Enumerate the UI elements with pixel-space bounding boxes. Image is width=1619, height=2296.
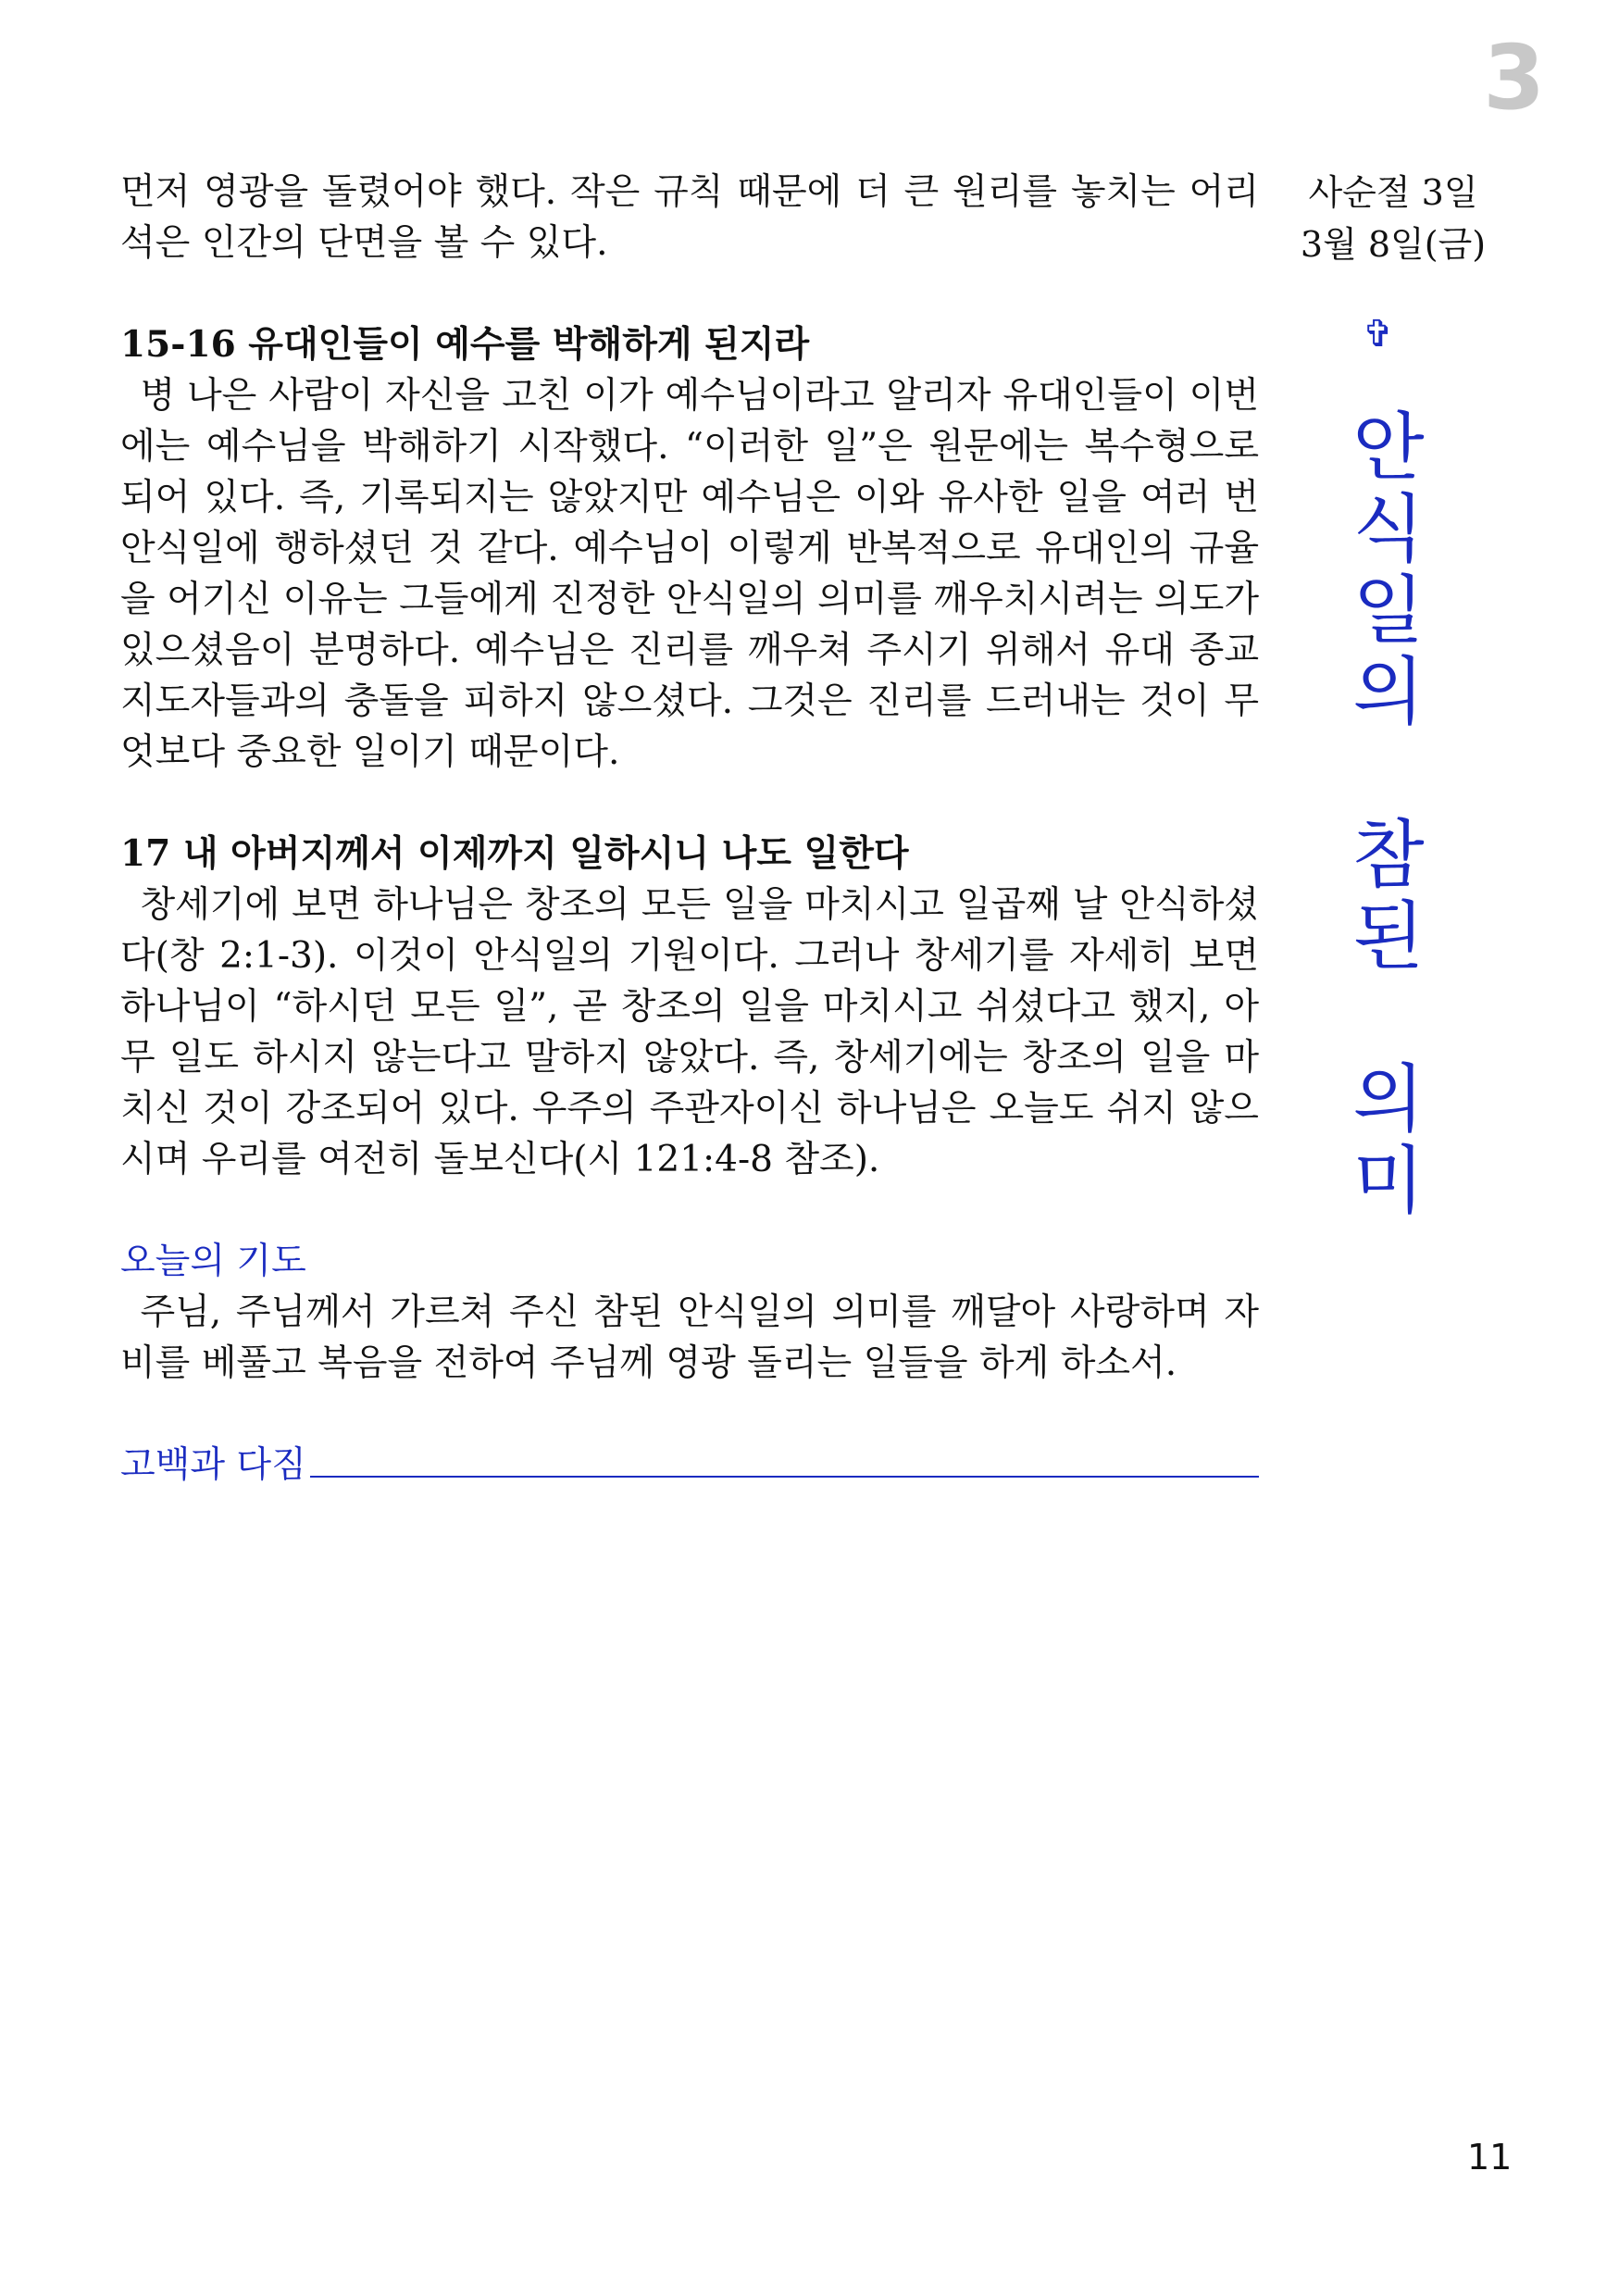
calendar-date: 3월 8일(금) bbox=[1300, 224, 1487, 265]
title-char: 식 bbox=[1352, 486, 1425, 572]
section2-paragraph: 창세기에 보면 하나님은 창조의 모든 일을 마치시고 일곱째 날 안식하셨다(창 2:1-3). 이것이 안식일의 기원이다. 그러나 창세기를 자세히 보면 하나님이 “하시던 모든 일”, 곧 창조의 일을 마치시고 쉬셨다고 했지, 아무 일도 하시지 않는다고 말하지 않았다. 즉, 창세기에는 창조의 일을 마치신 것이 강조되어 있다. 우주의 주관자이신 하나님은 오늘도 쉬지 않으시며 우리를 여전히 돌보신다(시 121:4-8 참조). bbox=[120, 884, 1259, 1180]
page-number: 11 bbox=[1467, 2137, 1513, 2177]
resolution-row bbox=[120, 1440, 1259, 1491]
main-text bbox=[120, 167, 1259, 1491]
cross-icon: ✞ bbox=[1363, 313, 1394, 356]
title-char: 의 bbox=[1352, 1056, 1425, 1142]
title-char: 일 bbox=[1352, 568, 1425, 654]
season-day: 사순절 3일 bbox=[1308, 172, 1478, 213]
title-gap bbox=[1338, 733, 1439, 815]
section1-heading: 15-16 유대인들이 예수를 박해하게 된지라 bbox=[120, 323, 810, 366]
resolution-line[interactable] bbox=[310, 1476, 1259, 1478]
title-char: 된 bbox=[1352, 893, 1425, 980]
intro-paragraph: 먼저 영광을 돌렸어야 했다. 작은 규칙 때문에 더 큰 원리를 놓치는 어리석은 인간의 단면을 볼 수 있다. bbox=[120, 171, 1259, 264]
title-gap bbox=[1338, 978, 1439, 1059]
section1-paragraph: 병 나은 사람이 자신을 고친 이가 예수님이라고 알리자 유대인들이 이번에는 예수님을 박해하기 시작했다. “이러한 일”은 원문에는 복수형으로 되어 있다. 즉, 기록되지는 않았지만 예수님은 이와 유사한 일을 여러 번 안식일에 행하셨던 것 같다. 예수님이 이렇게 반복적으로 유대인의 규율을 어기신 이유는 그들에게 진정한 안식일의 의미를 깨우치시려는 의도가 있으셨음이 분명하다. 예수님은 진리를 깨우쳐 주시기 위해서 유대 종교 지도자들과의 충돌을 피하지 않으셨다. 그것은 진리를 드러내는 것이 무엇보다 중요한 일이기 때문이다. bbox=[120, 375, 1259, 773]
title-char: 미 bbox=[1352, 1138, 1425, 1224]
section2-heading: 17 내 아버지께서 이제까지 일하시니 나도 일한다 bbox=[120, 832, 909, 875]
date-box bbox=[1287, 167, 1500, 270]
prayer-heading: 오늘의 기도 bbox=[120, 1241, 306, 1282]
resolution-label: 고백과 다짐 bbox=[120, 1444, 306, 1486]
vertical-title bbox=[1338, 407, 1439, 1222]
day-number: 3 bbox=[1483, 26, 1545, 130]
prayer-paragraph: 주님, 주님께서 가르쳐 주신 참된 안식일의 의미를 깨달아 사랑하며 자비를 베풀고 복음을 전하여 주님께 영광 돌리는 일들을 하게 하소서. bbox=[120, 1292, 1259, 1384]
title-char: 안 bbox=[1352, 405, 1425, 491]
title-char: 의 bbox=[1352, 649, 1425, 735]
title-char: 참 bbox=[1352, 812, 1425, 898]
